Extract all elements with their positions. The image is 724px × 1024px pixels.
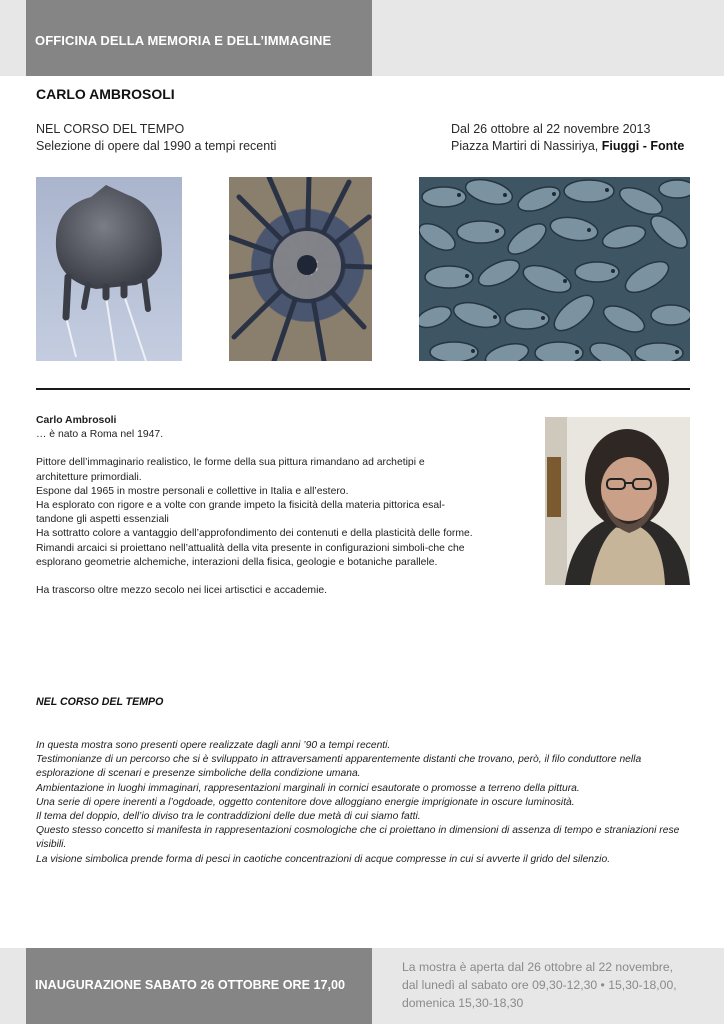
artwork-cosmic-sphere xyxy=(229,177,372,361)
exhibition-venue xyxy=(451,138,684,155)
artwork-fish-shoal xyxy=(419,177,690,361)
bio-born: … è nato a Roma nel 1947. xyxy=(36,429,164,441)
venue-city: Fiuggi - Fonte xyxy=(601,139,685,153)
description-title: NEL CORSO DEL TEMPO xyxy=(36,696,164,708)
bio-closing: Ha trascorso oltre mezzo secolo nei licei artisctici e accademie. xyxy=(36,585,328,597)
inauguration-box xyxy=(26,948,372,1024)
artist-bio xyxy=(36,414,478,598)
exhibition-title: NEL CORSO DEL TEMPO xyxy=(36,122,185,136)
bio-paragraph: Ha sottratto colore a vantaggio dell’approfondimento dei contenuti e della plasticità delle forme. xyxy=(36,528,473,540)
description-paragraph: Il tema del doppio, dell’io diviso tra le contraddizioni delle due metà di cui siamo fatti. xyxy=(36,811,421,823)
exhibition-dates: Dal 26 ottobre al 22 novembre 2013 xyxy=(451,122,651,136)
description-paragraph: Ambientazione in luoghi immaginari, rappresentazioni marginali in cornici esautorate o promosse a terreno della pittura. xyxy=(36,782,580,794)
exhibition-subtitle: Selezione di opere dal 1990 a tempi recenti xyxy=(36,139,277,153)
bio-paragraph: Pittore dell’immaginario realistico, le forme della sua pittura rimandano ad archetipi e architetture primordiali. xyxy=(36,457,425,483)
exhibition-description xyxy=(36,739,696,867)
artwork-floating-rock xyxy=(36,177,182,361)
exhibition-info xyxy=(36,121,276,155)
bio-paragraph: Ha esplorato con rigore e a volte con grande impeto la fisicità della materia pittorica esal-tandone gli aspetti essenziali xyxy=(36,500,445,526)
header-title: OFFICINA DELLA MEMORIA E DELL’IMMAGINE xyxy=(35,33,332,48)
description-paragraph: Testimonianze di un percorso che si è sviluppato in attraversamenti apparentemente distanti che trovano, però, il filo conduttore nella esplorazione di scenari e presenze simboliche della condizione umana. xyxy=(36,754,642,780)
description-paragraph: La visione simbolica prende forma di pesci in caotiche concentrazioni di acque compresse in cui si avverte il grido del silenzio. xyxy=(36,853,611,865)
bio-name: Carlo Ambrosoli xyxy=(36,415,117,426)
venue-address: Piazza Martiri di Nassiriya, xyxy=(451,139,602,153)
description-paragraph: Una serie di opere inerenti a l’ogdoade, oggetto contenitore dove alloggiano energie imprigionate in oscure luminosità. xyxy=(36,796,575,808)
bio-paragraph: Rimandi arcaici si proiettano nell’attualità della vita presente in configurazioni simboli-che che esplorano geometrie alchemiche, interazioni della fisica, geologie e botaniche parallele. xyxy=(36,542,465,568)
bio-paragraph: Espone dal 1965 in mostre personali e collettive in Italia e all’estero. xyxy=(36,485,349,497)
section-divider xyxy=(36,388,690,390)
header-title-box xyxy=(26,0,372,76)
artist-name: CARLO AMBROSOLI xyxy=(36,86,175,102)
opening-hours xyxy=(402,958,712,1012)
hours-line: domenica 15,30-18,30 xyxy=(402,996,524,1010)
inauguration-text: INAUGURAZIONE SABATO 26 OTTOBRE ORE 17,00 xyxy=(35,978,346,992)
hours-line: dal lunedì al sabato ore 09,30-12,30 • 15,30-18,00, xyxy=(402,978,677,992)
artist-portrait xyxy=(545,417,690,585)
description-paragraph: In questa mostra sono presenti opere realizzate dagli anni ’90 a tempi recenti. xyxy=(36,740,391,751)
exhibition-dates-venue xyxy=(451,121,684,155)
description-paragraph: Questo stesso concetto si manifesta in rappresentazioni cosmologiche che ci proiettano in dimensioni di assenza di tempo e straniazioni rese visibili. xyxy=(36,825,680,851)
hours-line: La mostra è aperta dal 26 ottobre al 22 novembre, xyxy=(402,960,673,974)
